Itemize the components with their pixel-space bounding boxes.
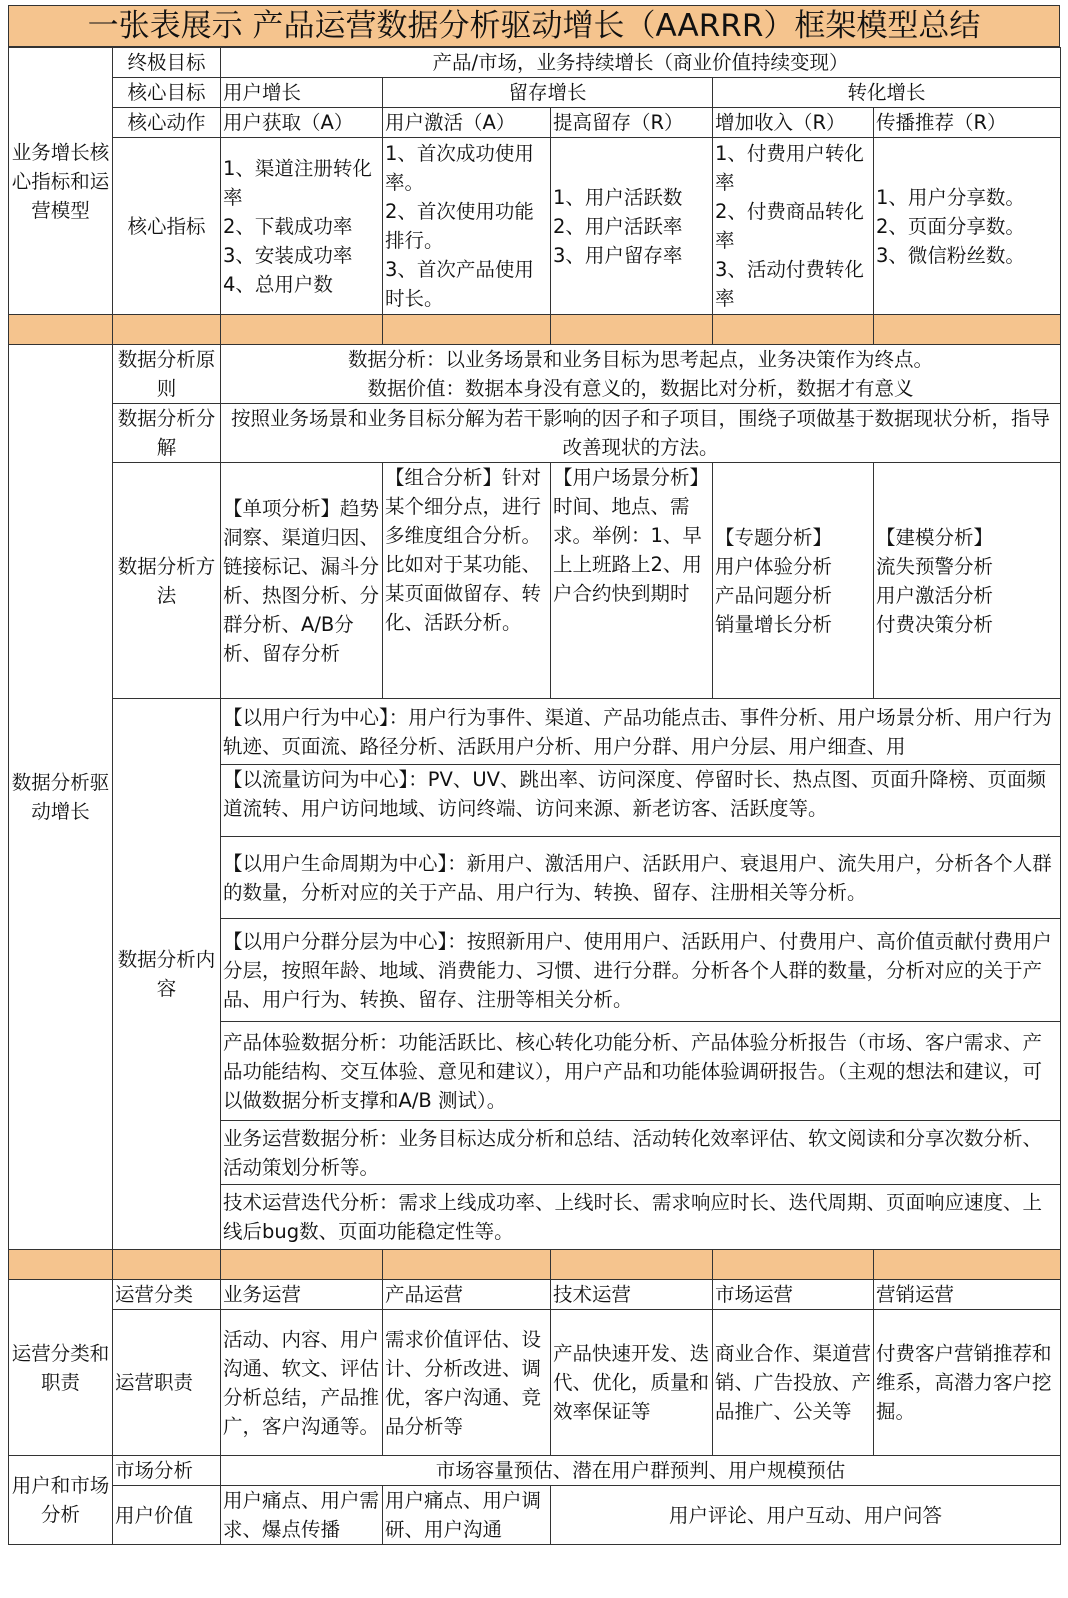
section-ops-label: 运营分类和职责 (9, 1280, 113, 1456)
ops-duty-row (9, 1310, 1061, 1456)
ops-duty-label: 运营职责 (113, 1310, 221, 1456)
analysis-decompose-label: 数据分析分解 (113, 404, 221, 463)
market-analysis-row (9, 1456, 1061, 1486)
core-metric-referral: 1、用户分享数。 2、页面分享数。 3、微信粉丝数。 (874, 138, 1061, 315)
core-action-label: 核心动作 (113, 108, 221, 138)
separator-row (9, 1250, 1061, 1280)
aarrr-summary-table (8, 47, 1061, 1545)
core-metric-retention: 1、用户活跃数 2、用户活跃率 3、用户留存率 (551, 138, 713, 315)
analysis-principle-row (9, 345, 1061, 404)
core-metric-row (9, 138, 1061, 315)
ops-category-market: 市场运营 (713, 1280, 874, 1310)
core-action-acquisition: 用户获取（A） (221, 108, 383, 138)
user-value-row (9, 1486, 1061, 1545)
ultimate-goal-row (9, 48, 1061, 78)
core-metric-revenue: 1、付费用户转化率 2、付费商品转化率 3、活动付费转化率 (713, 138, 874, 315)
ops-category-row (9, 1280, 1061, 1310)
content-row-behavior (9, 699, 1061, 765)
content-experience: 产品体验数据分析：功能活跃比、核心转化功能分析、产品体验分析报告（市场、客户需求、产品功能结构、交互体验、意见和建议），用户产品和功能体验调研报告。（主观的想法和建议，可以做数据分析支撑和A/B 测试）。 (221, 1022, 1061, 1121)
core-action-referral: 传播推荐（R） (874, 108, 1061, 138)
market-analysis-label: 市场分析 (113, 1456, 221, 1486)
analysis-decompose-value: 按照业务场景和业务目标分解为若干影响的因子和子项目，围绕子项做基于数据现状分析，指导改善现状的方法。 (221, 404, 1061, 463)
user-value-col3: 用户评论、用户互动、用户问答 (551, 1486, 1061, 1545)
analysis-principle-label: 数据分析原则 (113, 345, 221, 404)
content-user-behavior: 【以用户行为中心】：用户行为事件、渠道、产品功能点击、事件分析、用户场景分析、用户行为轨迹、页面流、路径分析、活跃用户分析、用户分群、用户分层、用户细查、用 (221, 699, 1061, 765)
user-value-col2: 用户痛点、用户调研、用户沟通 (383, 1486, 551, 1545)
ops-category-product: 产品运营 (383, 1280, 551, 1310)
core-goal-label: 核心目标 (113, 78, 221, 108)
analysis-methods-label: 数据分析方法 (113, 463, 221, 699)
core-goal-user-growth: 用户增长 (221, 78, 383, 108)
ops-duty-marketing: 付费客户营销推荐和维系，高潜力客户挖掘。 (874, 1310, 1061, 1456)
method-single-analysis: 【单项分析】趋势洞察、渠道归因、链接标记、漏斗分析、热图分析、分群分析、A/B分析、留存分析 (221, 463, 383, 699)
method-topic-analysis: 【专题分析】 用户体验分析 产品问题分析 销量增长分析 (713, 463, 874, 699)
section-user-market-label: 用户和市场分析 (9, 1456, 113, 1545)
core-goal-conversion-growth: 转化增长 (713, 78, 1061, 108)
ops-category-marketing: 营销运营 (874, 1280, 1061, 1310)
ops-duty-tech: 产品快速开发、迭代、优化，质量和效率保证等 (551, 1310, 713, 1456)
user-value-label: 用户价值 (113, 1486, 221, 1545)
core-metric-label: 核心指标 (113, 138, 221, 315)
core-action-activation: 用户激活（A） (383, 108, 551, 138)
core-metric-activation: 1、首次成功使用率。 2、首次使用功能排行。 3、首次产品使用时长。 (383, 138, 551, 315)
ops-category-label: 运营分类 (113, 1280, 221, 1310)
ultimate-goal-label: 终极目标 (113, 48, 221, 78)
method-modeling-analysis: 【建模分析】 流失预警分析 用户激活分析 付费决策分析 (874, 463, 1061, 699)
content-tech-ops: 技术运营迭代分析：需求上线成功率、上线时长、需求响应时长、迭代周期、页面响应速度、上线后bug数、页面功能稳定性等。 (221, 1185, 1061, 1250)
ops-duty-business: 活动、内容、用户沟通、软文、评估分析总结，产品推广，客户沟通等。 (221, 1310, 383, 1456)
user-value-col1: 用户痛点、用户需求、爆点传播 (221, 1486, 383, 1545)
core-goal-retention-growth: 留存增长 (383, 78, 713, 108)
core-action-revenue: 增加收入（R） (713, 108, 874, 138)
analysis-content-label: 数据分析内容 (113, 699, 221, 1250)
ops-duty-product: 需求价值评估、设计、分析改进、调优，客户沟通、竞品分析等 (383, 1310, 551, 1456)
analysis-decompose-row (9, 404, 1061, 463)
section-data-analysis-label: 数据分析驱动增长 (9, 345, 113, 1250)
ops-duty-market: 商业合作、渠道营销、广告投放、产品推广、公关等 (713, 1310, 874, 1456)
market-analysis-value: 市场容量预估、潜在用户群预判、用户规模预估 (221, 1456, 1061, 1486)
method-combined-analysis: 【组合分析】针对某个细分点，进行多维度组合分析。比如对于某功能、某页面做留存、转化、活跃分析。 (383, 463, 551, 699)
core-goal-row (9, 78, 1061, 108)
content-business-ops: 业务运营数据分析：业务目标达成分析和总结、活动转化效率评估、软文阅读和分享次数分析、活动策划分析等。 (221, 1121, 1061, 1185)
content-traffic: 【以流量访问为中心】：PV、UV、跳出率、访问深度、停留时长、热点图、页面升降榜、页面频道流转、用户访问地域、访问终端、访问来源、新老访客、活跃度等。 (221, 765, 1061, 837)
core-action-retention: 提高留存（R） (551, 108, 713, 138)
separator-row (9, 315, 1061, 345)
content-segment: 【以用户分群分层为中心】：按照新用户、使用用户、活跃用户、付费用户、高价值贡献付费用户分层，按照年龄、地域、消费能力、习惯、进行分群。分析各个人群的数量，分析对应的关于产品、用户行为、转换、留存、注册等相关分析。 (221, 919, 1061, 1022)
analysis-methods-row (9, 463, 1061, 699)
ops-category-tech: 技术运营 (551, 1280, 713, 1310)
content-lifecycle: 【以用户生命周期为中心】：新用户、激活用户、活跃用户、衰退用户、流失用户，分析各个人群的数量，分析对应的关于产品、用户行为、转换、留存、注册相关等分析。 (221, 837, 1061, 919)
ultimate-goal-value: 产品/市场，业务持续增长（商业价值持续变现） (221, 48, 1061, 78)
ops-category-business: 业务运营 (221, 1280, 383, 1310)
section-business-growth-label: 业务增长核心指标和运营模型 (9, 48, 113, 315)
core-action-row (9, 108, 1061, 138)
analysis-principle-value: 数据分析：以业务场景和业务目标为思考起点，业务决策作为终点。 数据价值：数据本身没有意义的，数据比对分析，数据才有意义 (221, 345, 1061, 404)
page-title: 一张表展示 产品运营数据分析驱动增长（AARRR）框架模型总结 (8, 5, 1060, 47)
core-metric-acquisition: 1、渠道注册转化率 2、下载成功率 3、安装成功率 4、总用户数 (221, 138, 383, 315)
method-scenario-analysis: 【用户场景分析】时间、地点、需求。举例：1、早上上班路上2、用户合约快到期时 (551, 463, 713, 699)
